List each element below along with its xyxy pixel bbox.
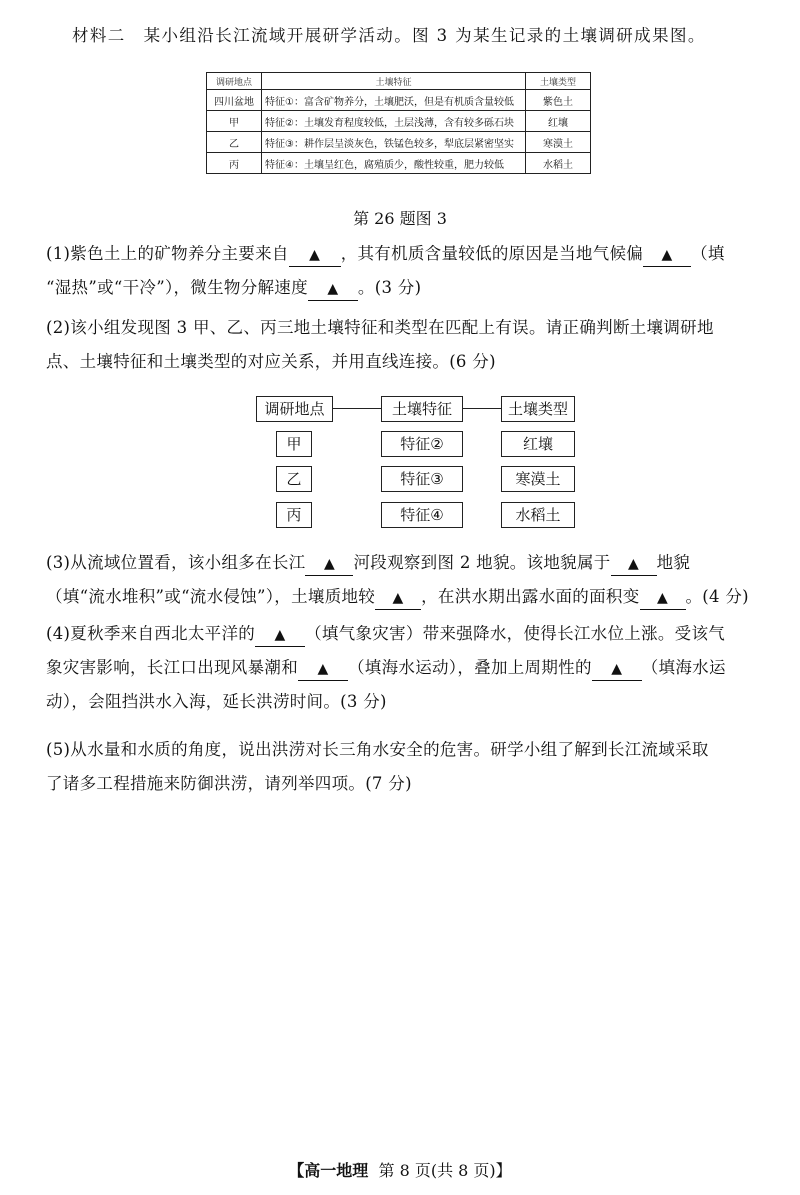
question-3 [46, 546, 786, 614]
question-4 [46, 617, 786, 719]
answer-blank[interactable] [643, 243, 691, 267]
question-2 [46, 311, 786, 379]
answer-blank[interactable] [298, 657, 348, 681]
question-1 [46, 237, 786, 305]
q2-line-1: (2)该小组发现图 3 甲、乙、丙三地土壤特征和类型在匹配上有误。请正确判断土壤调研地 [46, 318, 714, 337]
place-box-bing[interactable]: 丙 [276, 502, 312, 528]
header-feature-box: 土壤特征 [381, 396, 463, 422]
answer-blank[interactable] [308, 277, 358, 301]
figure-table-row [207, 132, 591, 153]
feature-box-4[interactable]: 特征④ [381, 502, 463, 528]
connector-line [331, 408, 381, 409]
blank-triangle-icon: ▲ [628, 556, 640, 572]
type-box-paddy-soil[interactable]: 水稻土 [501, 502, 575, 528]
q3-text-e: ，在洪水期出露水面的面积变 [421, 587, 640, 606]
blank-triangle-icon: ▲ [611, 661, 623, 677]
figure-header-place: 调研地点 [207, 73, 262, 90]
q3-text-c: 地貌 [656, 553, 691, 572]
figure-cell-type: 紫色土 [526, 90, 591, 111]
figure-header-type: 土壤类型 [526, 73, 591, 90]
blank-triangle-icon: ▲ [323, 556, 336, 572]
blank-triangle-icon: ▲ [661, 247, 673, 263]
q1-text-a: (1)紫色土上的矿物养分主要来自 [46, 244, 289, 263]
figure-cell-feature: 特征④：土壤呈红色，腐殖质少，酸性较重，肥力较低 [262, 153, 526, 174]
page-footer [0, 1158, 800, 1181]
q3-text-a: (3)从流域位置看，该小组多在长江 [46, 553, 306, 572]
connector-line [461, 408, 501, 409]
question-5 [46, 733, 786, 801]
answer-blank[interactable] [640, 586, 686, 610]
q4-text-a: (4)夏秋季来自西北太平洋的 [46, 624, 256, 643]
q3-text-f: 。(4 分) [685, 587, 749, 606]
q4-text-d: （填海水运动），叠加上周期性的 [348, 658, 592, 677]
blank-triangle-icon: ▲ [327, 281, 339, 297]
q1-text-c: （填 [691, 244, 725, 263]
q1-text-e: 。(3 分) [357, 278, 422, 297]
figure-cell-place: 乙 [207, 132, 262, 153]
figure-cell-type: 红壤 [526, 111, 591, 132]
figure-cell-place: 甲 [207, 111, 262, 132]
blank-triangle-icon: ▲ [317, 661, 329, 677]
q4-text-f: 动），会阻挡洪水入海，延长洪涝时间。(3 分) [46, 692, 387, 711]
answer-blank[interactable] [305, 552, 353, 576]
blank-triangle-icon: ▲ [274, 627, 286, 643]
soil-survey-figure-table [206, 72, 591, 174]
place-box-yi[interactable]: 乙 [276, 466, 312, 492]
q5-line-2: 了诸多工程措施来防御洪涝，请列举四项。(7 分) [46, 774, 412, 793]
q4-text-c: 象灾害影响，长江口出现风暴潮和 [46, 658, 298, 677]
figure-cell-type: 寒漠土 [526, 132, 591, 153]
place-box-jia[interactable]: 甲 [276, 431, 312, 457]
figure-cell-place: 四川盆地 [207, 90, 262, 111]
footer-subject: 【高一地理 [288, 1161, 369, 1180]
q4-text-b: （填气象灾害）带来强降水，使得长江水位上涨。受该气 [305, 624, 726, 643]
feature-box-2[interactable]: 特征② [381, 431, 463, 457]
blank-triangle-icon: ▲ [656, 590, 669, 606]
q4-text-e: （填海水运 [641, 658, 726, 677]
figure-caption: 第 26 题图 3 [353, 209, 447, 228]
type-box-cold-desert-soil[interactable]: 寒漠土 [501, 466, 575, 492]
answer-blank[interactable] [289, 243, 341, 267]
header-type-box: 土壤类型 [501, 396, 575, 422]
footer-page-number: 第 8 页(共 8 页)】 [378, 1161, 512, 1180]
q2-line-2: 点、土壤特征和土壤类型的对应关系，并用直线连接。(6 分) [46, 352, 496, 371]
figure-table-row [207, 90, 591, 111]
answer-blank[interactable] [611, 552, 657, 576]
q1-text-d: “湿热”或“干冷”），微生物分解速度 [46, 278, 308, 297]
figure-table-header-row [207, 73, 591, 90]
answer-blank[interactable] [375, 586, 421, 610]
material-intro: 材料二 某小组沿长江流域开展研学活动。图 3 为某生记录的土壤调研成果图。 [72, 26, 706, 45]
answer-blank[interactable] [255, 623, 305, 647]
blank-triangle-icon: ▲ [309, 247, 321, 263]
type-box-red-soil[interactable]: 红壤 [501, 431, 575, 457]
figure-cell-feature: 特征③：耕作层呈淡灰色，铁锰色较多，犁底层紧密坚实 [262, 132, 526, 153]
header-place-box: 调研地点 [256, 396, 333, 422]
answer-blank[interactable] [592, 657, 642, 681]
figure-cell-feature: 特征①：富含矿物养分，土壤肥沃，但是有机质含量较低 [262, 90, 526, 111]
figure-table-row [207, 153, 591, 174]
figure-header-feature: 土壤特征 [262, 73, 526, 90]
figure-cell-place: 丙 [207, 153, 262, 174]
figure-table-row [207, 111, 591, 132]
q5-line-1: (5)从水量和水质的角度，说出洪涝对长三角水安全的危害。研学小组了解到长江流域采取 [46, 740, 709, 759]
feature-box-3[interactable]: 特征③ [381, 466, 463, 492]
q3-text-b: 河段观察到图 2 地貌。该地貌属于 [353, 553, 611, 572]
figure-cell-type: 水稻土 [526, 153, 591, 174]
figure-cell-feature: 特征②：土壤发育程度较低，土层浅薄，含有较多砾石块 [262, 111, 526, 132]
q3-text-d: （填“流水堆积”或“流水侵蚀”），土壤质地较 [46, 587, 376, 606]
blank-triangle-icon: ▲ [392, 590, 404, 606]
q1-text-b: ，其有机质含量较低的原因是当地气候偏 [340, 244, 644, 263]
